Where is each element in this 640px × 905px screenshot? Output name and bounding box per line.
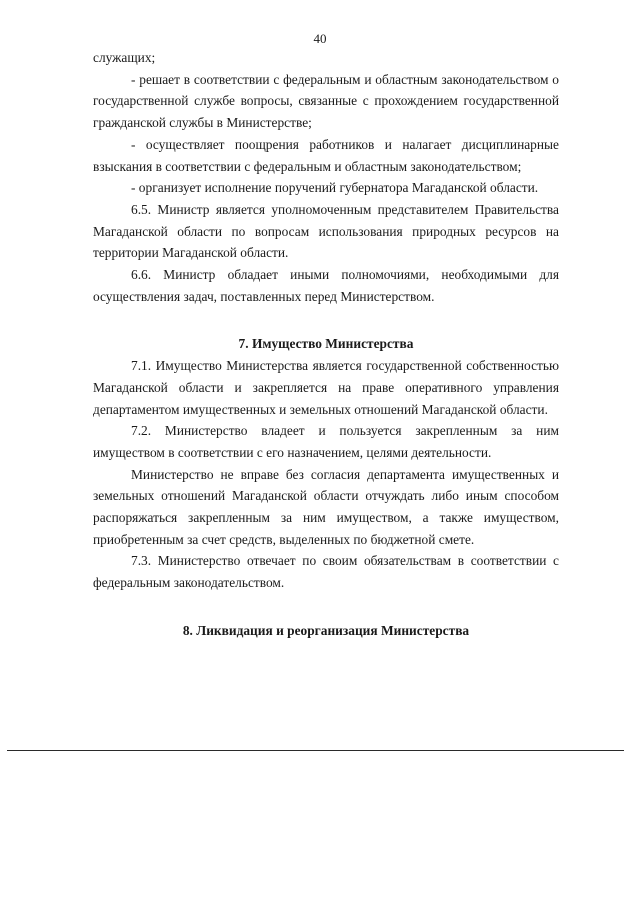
paragraph-bullet-rewards-penalties: - осуществляет поощрения работников и налагает дисциплинарные взыскания в соответствии с федеральным и областным законодательством;: [93, 136, 559, 174]
paragraph-continuation: служащих;: [93, 50, 156, 65]
section-8-heading: 8. Ликвидация и реорганизация Министерства: [182, 622, 470, 638]
document-body: [93, 47, 559, 642]
paragraph-6-6: 6.6. Министр обладает иными полномочиями, необходимыми для осуществления задач, поставленных перед Министерством.: [93, 267, 559, 304]
section-7-heading: 7. Имущество Министерства: [238, 336, 414, 352]
paragraph-6-5: 6.5. Министр является уполномоченным представителем Правительства Магаданской области по вопросам использования природных ресурсов на территории Магаданской области.: [93, 201, 559, 261]
paragraph-7-2-continued: Министерство не вправе без согласия департамента имущественных и земельных отношений Магаданской области отчуждать либо иным способом распоряжаться закрепленным за ним имуществом, а также имуществом, приобретенным за счет средств, выделенных по бюджетной смете.: [93, 466, 559, 547]
bottom-rule: [7, 750, 624, 751]
page-number: 40: [313, 31, 327, 46]
paragraph-bullet-governor-orders: - организует исполнение поручений губернатора Магаданской области.: [131, 180, 539, 196]
paragraph-7-1: 7.1. Имущество Министерства является государственной собственностью Магаданской области и закрепляется на праве оперативного управления департаментом имущественных и земельных отношений Магаданской области.: [93, 358, 559, 417]
paragraph-7-2: 7.2. Министерство владеет и пользуется закрепленным за ним имуществом в соответствии с его назначением, целями деятельности.: [93, 423, 559, 460]
paragraph-bullet-service-issues: - решает в соответствии с федеральным и областным законодательством о государственной службе вопросы, связанные с прохождением государственной гражданской службы в Министерстве;: [93, 71, 559, 131]
paragraph-7-3: 7.3. Министерство отвечает по своим обязательствам в соответствии с федеральным законодательством.: [93, 553, 559, 591]
